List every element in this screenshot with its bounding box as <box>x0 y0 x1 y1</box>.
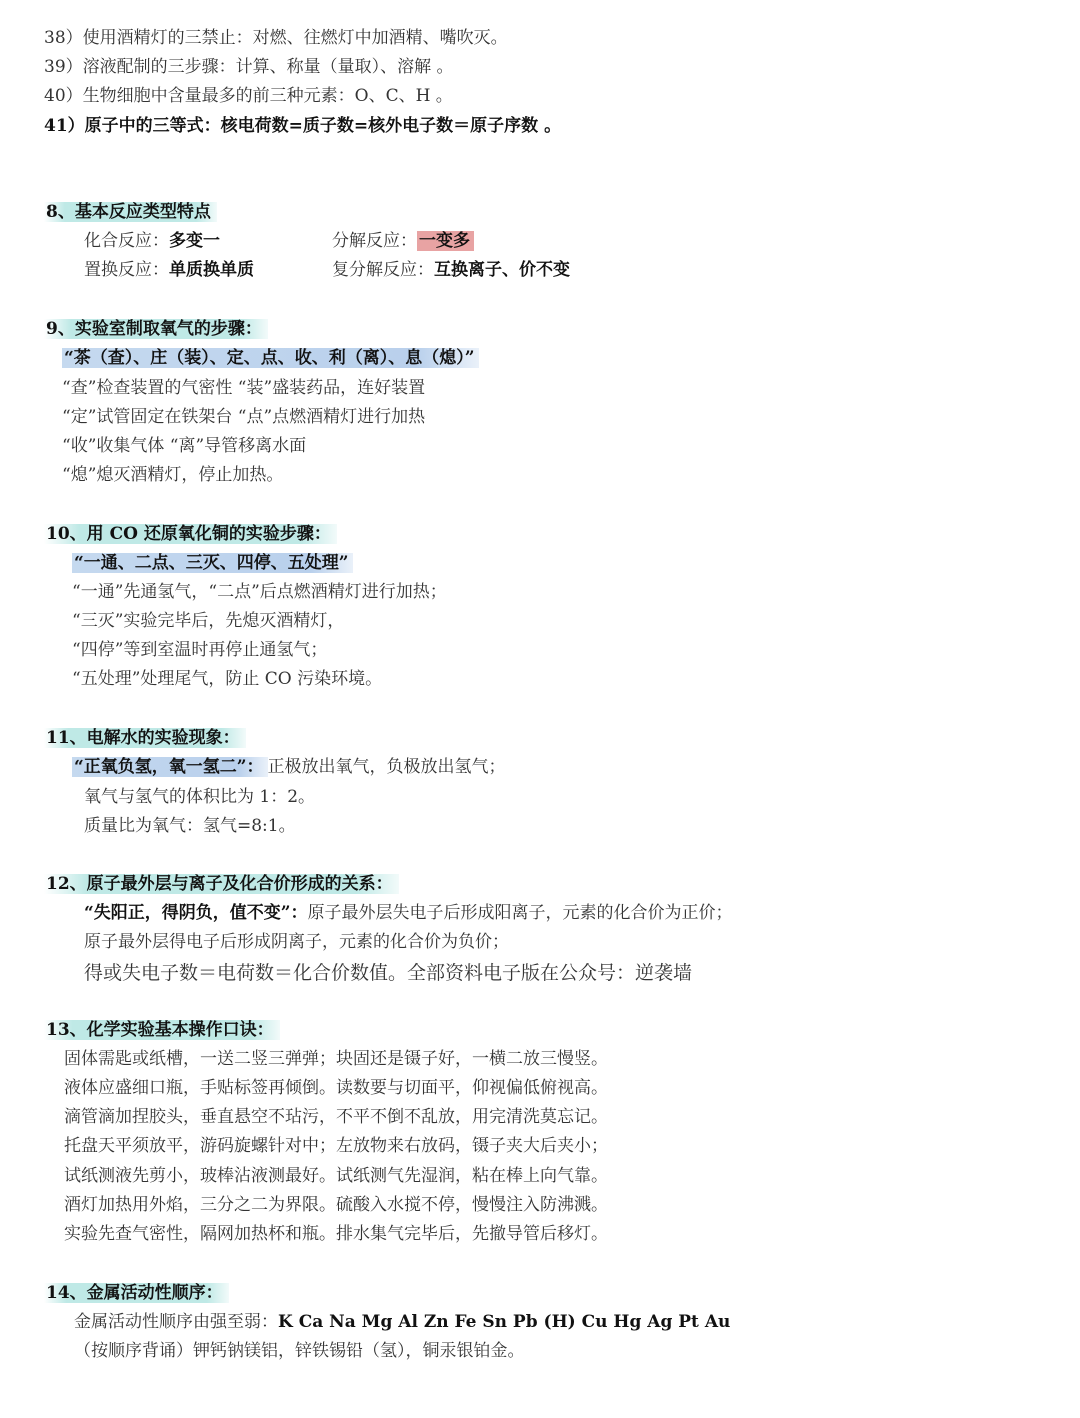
section-9-mnemonic <box>62 346 479 370</box>
section-11-title: 11、电解水的实验现象： <box>44 728 246 748</box>
section-9-mnemonic-text: “茶（查）、庄（装）、定、点、收、利（离）、息（熄）” <box>62 348 479 368</box>
section-13-line-1: 固体需匙或纸槽，一送二竖三弹弹；块固还是镊子好，一横二放三慢竖。 <box>64 1049 608 1069</box>
section-11-line-1 <box>72 755 506 779</box>
decomposition-reaction-value: 一变多 <box>417 231 474 251</box>
combination-reaction <box>84 229 220 253</box>
section-12-line-3: 得或失电子数＝电荷数＝化合价数值。全部资料电子版在公众号：逆袭墙 <box>84 962 693 984</box>
double-decomposition-reaction-value: 互换离子、价不变 <box>434 260 570 280</box>
section-10-mnemonic-text: “一通、二点、三灭、四停、五处理” <box>72 553 353 573</box>
section-9-line-1: “查”检查装置的气密性 “装”盛装药品，连好装置 <box>62 378 426 398</box>
displacement-reaction-label: 置换反应： <box>84 260 169 280</box>
section-10-heading <box>44 522 337 546</box>
section-9-title: 9、实验室制取氧气的步骤： <box>44 319 268 339</box>
section-10-line-3: “四停”等到室温时再停止通氢气； <box>72 640 328 660</box>
section-9-line-4: “熄”熄灭酒精灯，停止加热。 <box>62 465 284 485</box>
double-decomposition-reaction-label: 复分解反应： <box>332 260 434 280</box>
displacement-reaction <box>84 258 254 282</box>
section-10-title: 10、用 CO 还原氧化铜的实验步骤： <box>44 524 337 544</box>
double-decomposition-reaction <box>332 258 570 282</box>
item-38: 38）使用酒精灯的三禁止：对燃、往燃灯中加酒精、嘴吹灭。 <box>44 28 508 48</box>
item-40: 40）生物细胞中含量最多的前三种元素：O、C、H 。 <box>44 86 453 106</box>
section-12-line-2: 原子最外层得电子后形成阴离子，元素的化合价为负价； <box>84 932 509 952</box>
section-10-line-4: “五处理”处理尾气，防止 CO 污染环境。 <box>72 669 383 689</box>
section-13-line-6: 酒灯加热用外焰，三分之二为界限。硫酸入水搅不停，慢慢注入防沸溅。 <box>64 1195 608 1215</box>
section-9-line-2: “定”试管固定在铁架台 “点”点燃酒精灯进行加热 <box>62 407 426 427</box>
section-11-line-1-rest: 正极放出氧气，负极放出氢气； <box>267 757 506 777</box>
displacement-reaction-value: 单质换单质 <box>169 260 254 280</box>
section-11-line-3: 质量比为氧气：氢气=8:1。 <box>84 816 296 836</box>
section-12-mnemonic-text: “失阳正，得阴负，值不变”： <box>84 903 308 923</box>
item-39: 39）溶液配制的三步骤：计算、称量（量取）、溶解 。 <box>44 57 454 77</box>
combination-reaction-label: 化合反应： <box>84 231 169 251</box>
decomposition-reaction <box>332 229 474 253</box>
section-13-line-2: 液体应盛细口瓶，手贴标签再倾倒。读数要与切面平，仰视偏低俯视高。 <box>64 1078 608 1098</box>
section-9-heading <box>44 317 268 341</box>
decomposition-reaction-label: 分解反应： <box>332 231 417 251</box>
section-13-line-4: 托盘天平须放平，游码旋螺针对中；左放物来右放码，镊子夹大后夹小； <box>64 1136 608 1156</box>
combination-reaction-value: 多变一 <box>169 231 220 251</box>
section-12-line-1-rest: 原子最外层失电子后形成阳离子，元素的化合价为正价； <box>307 903 733 923</box>
section-13-title: 13、化学实验基本操作口诀： <box>44 1020 280 1040</box>
section-13-heading <box>44 1018 280 1042</box>
section-10-line-2: “三灭”实验完毕后，先熄灭酒精灯， <box>72 611 345 631</box>
section-8-title: 8、基本反应类型特点 <box>44 202 217 222</box>
section-9-line-3: “收”收集气体 “离”导管移离水面 <box>62 436 307 456</box>
section-10-mnemonic <box>72 551 353 575</box>
section-12-title: 12、原子最外层与离子及化合价形成的关系： <box>44 874 399 894</box>
section-11-mnemonic-text: “正氧负氢，氧一氢二”： <box>72 757 268 777</box>
section-14-line-1-label: 金属活动性顺序由强至弱： <box>74 1312 278 1332</box>
item-41: 41）原子中的三等式：核电荷数=质子数=核外电子数＝原子序数 。 <box>44 116 562 136</box>
section-12-line-1 <box>84 901 733 925</box>
section-11-line-2: 氧气与氢气的体积比为 1：2。 <box>84 787 316 807</box>
section-14-heading <box>44 1281 229 1305</box>
metal-activity-series: K Ca Na Mg Al Zn Fe Sn Pb (H) Cu Hg Ag Pt Au <box>278 1312 731 1332</box>
section-11-heading <box>44 726 246 750</box>
section-13-line-5: 试纸测液先剪小，玻棒沾液测最好。试纸测气先湿润，粘在棒上向气靠。 <box>64 1166 608 1186</box>
section-13-line-7: 实验先查气密性，隔网加热杯和瓶。排水集气完毕后，先撤导管后移灯。 <box>64 1224 608 1244</box>
section-14-line-2: （按顺序背诵）钾钙钠镁铝，锌铁锡铅（氢），铜汞银铂金。 <box>74 1341 525 1361</box>
section-12-heading <box>44 872 399 896</box>
section-8-heading <box>44 200 217 224</box>
section-14-title: 14、金属活动性顺序： <box>44 1283 229 1303</box>
section-13-line-3: 滴管滴加捏胶头，垂直悬空不玷污，不平不倒不乱放，用完清洗莫忘记。 <box>64 1107 608 1127</box>
section-10-line-1: “一通”先通氢气，“二点”后点燃酒精灯进行加热； <box>72 582 447 602</box>
section-14-line-1 <box>74 1310 730 1334</box>
